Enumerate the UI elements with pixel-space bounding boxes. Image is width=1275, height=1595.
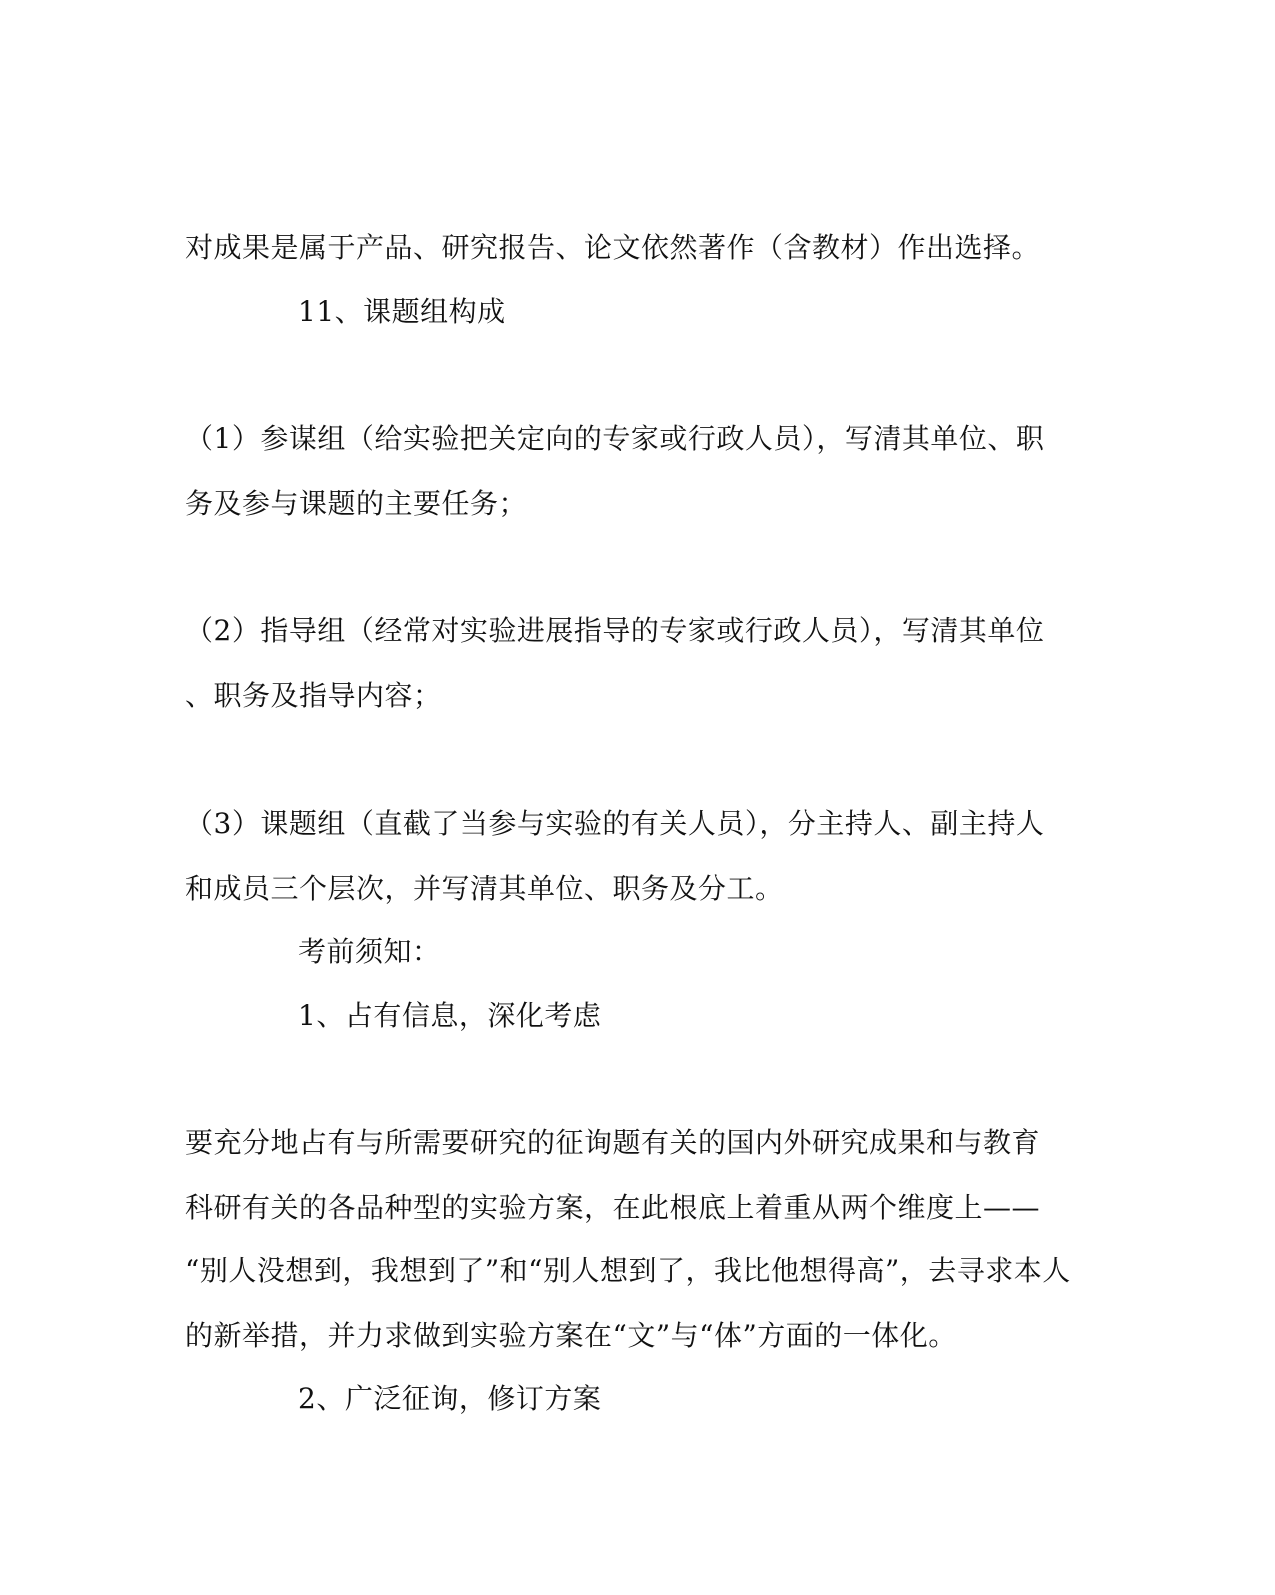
paragraph-line: 、职务及指导内容；: [185, 679, 442, 712]
paragraph-line: “别人没想到，我想到了”和“别人想到了，我比他想得高”，去寻求本人: [185, 1254, 1071, 1287]
paragraph-line: （1）参谋组（给实验把关定向的专家或行政人员），写清其单位、职: [185, 422, 1045, 455]
paragraph-line: 和成员三个层次，并写清其单位、职务及分工。: [185, 872, 784, 905]
paragraph-line: （2）指导组（经常对实验进展指导的专家或行政人员），写清其单位: [185, 614, 1045, 647]
paragraph-line: 科研有关的各品种型的实验方案，在此根底上着重从两个维度上——: [185, 1191, 1041, 1224]
section-heading: 2、广泛征询，修订方案: [298, 1382, 602, 1415]
paragraph-line: （3）课题组（直截了当参与实验的有关人员），分主持人、副主持人: [185, 807, 1045, 840]
section-heading: 11、课题组构成: [298, 295, 506, 328]
paragraph-line: 要充分地占有与所需要研究的征询题有关的国内外研究成果和与教育: [185, 1126, 1041, 1159]
paragraph-line: 对成果是属于产品、研究报告、论文依然著作（含教材）作出选择。: [185, 231, 1041, 264]
paragraph-line: 的新举措，并力求做到实验方案在“文”与“体”方面的一体化。: [185, 1319, 957, 1352]
section-heading: 考前须知：: [298, 935, 441, 968]
paragraph-line: 务及参与课题的主要任务；: [185, 487, 528, 520]
section-heading: 1、占有信息，深化考虑: [298, 999, 602, 1032]
